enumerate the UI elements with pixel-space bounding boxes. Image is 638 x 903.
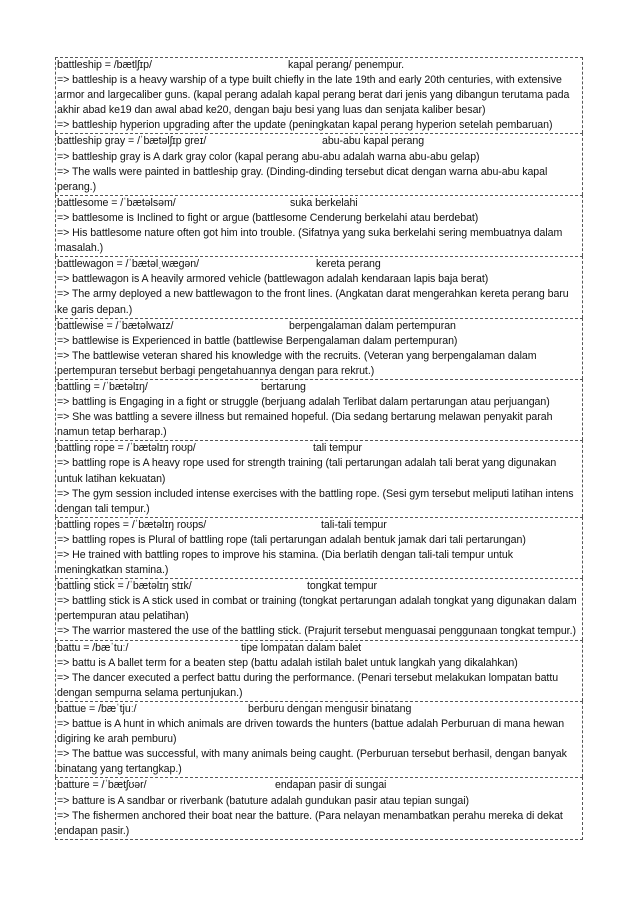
entry-definition: => battleship gray is A dark gray color (kapal perang abu-abu adalah warna abu-abu gelap) xyxy=(57,150,480,163)
entry-definition: => battleship is a heavy warship of a type built chiefly in the late 19th and early 20th centuries, with extensive armor and largecaliber guns. (kapal perang adalah kapal perang berat dari jenis yang dibangun terutama pada akhir abad ke19 dan awal abad ke20, dengan baju besi yang luas dan senjata kaliber besar) xyxy=(57,74,570,117)
entry-battleship xyxy=(55,57,583,133)
entry-example: => The fishermen anchored their boat near the batture. (Para nelayan menambatkan perahu mereka di dekat endapan pasir.) xyxy=(57,809,563,837)
entry-term: battleship gray = /ˈbætəlʃɪp greɪ/ xyxy=(57,135,207,148)
entry-term: batture = /ˈbætʃʊər/ xyxy=(57,779,147,792)
entry-battlewagon xyxy=(55,256,583,317)
entry-example: => She was battling a severe illness but remained hopeful. (Dia sedang bertarung melawan penyakit parah namun tetap berharap.) xyxy=(57,411,553,439)
entry-translation: abu-abu kapal perang xyxy=(322,135,425,148)
entry-definition: => battlesome is Inclined to fight or argue (battlesome Cenderung berkelahi atau berdebat) xyxy=(57,211,479,224)
entry-term: battleship = /bætlʃɪp/ xyxy=(57,59,152,71)
entry-example: => His battlesome nature often got him into trouble. (Sifatnya yang suka berkelahi sering membuatnya dalam masalah.) xyxy=(57,227,563,255)
entry-term: battling ropes = /ˈbætəlɪŋ roʊps/ xyxy=(57,518,207,531)
entry-header xyxy=(57,257,581,272)
entry-header xyxy=(57,380,581,395)
entry-battling-rope xyxy=(55,440,583,516)
entry-header xyxy=(57,702,581,717)
entry-definition: => battlewise is Experienced in battle (battlewise Berpengalaman dalam pertempuran) xyxy=(57,334,458,347)
entry-translation: tongkat tempur xyxy=(307,580,377,593)
entry-definition: => battue is A hunt in which animals are driven towards the hunters (battue adalah Perburuan di mana hewan digiring ke arah pemburu) xyxy=(57,718,565,746)
entry-header xyxy=(57,579,581,594)
entry-term: battlesome = /ˈbætəlsəm/ xyxy=(57,196,176,209)
entry-term: battling stick = /ˈbætəlɪŋ stɪk/ xyxy=(57,580,192,593)
entry-example: => The battlewise veteran shared his knowledge with the recruits. (Veteran yang berpengalaman dalam pertempuran tersebut berbagi pengetahuannya dengan para rekrut.) xyxy=(57,349,537,377)
entry-definition: => battling stick is A stick used in combat or training (tongkat pertarungan adalah tongkat yang digunakan dalam pertempuran atau pelatihan) xyxy=(57,595,577,623)
entry-translation: tali-tali tempur xyxy=(321,518,387,531)
entry-example: => He trained with battling ropes to improve his stamina. (Dia berlatih dengan tali-tali tempur untuk meningkatkan stamina.) xyxy=(57,549,514,577)
entry-definition: => batture is A sandbar or riverbank (batuture adalah gundukan pasir atau tepian sungai) xyxy=(57,794,469,807)
entry-definition: => battling rope is A heavy rope used for strength training (tali pertarungan adalah tali berat yang digunakan untuk latihan kekuatan) xyxy=(57,457,557,485)
entry-translation: bertarung xyxy=(261,380,306,393)
entry-header xyxy=(57,518,581,533)
entry-example: => The walls were painted in battleship gray. (Dinding-dinding tersebut dicat dengan warna abu-abu kapal perang.) xyxy=(57,165,548,193)
entry-translation: tipe lompatan dalam balet xyxy=(241,641,362,654)
entry-battue xyxy=(55,701,583,777)
entry-translation: tali tempur xyxy=(313,442,362,455)
entry-definition: => battlewagon is A heavily armored vehicle (battlewagon adalah kendaraan lapis baja berat) xyxy=(57,273,489,286)
entry-example: => battleship hyperion upgrading after the update (peningkatan kapal perang hyperion setelah pembaruan) xyxy=(57,119,553,132)
entry-header xyxy=(57,58,581,73)
entry-battlewise xyxy=(55,318,583,379)
entry-definition: => battling ropes is Plural of battling rope (tali pertarungan adalah bentuk jamak dari tali pertarungan) xyxy=(57,533,526,546)
entry-battleship-gray xyxy=(55,133,583,194)
entry-definition: => battling is Engaging in a fight or struggle (berjuang adalah Terlibat dalam pertarungan atau perjuangan) xyxy=(57,396,550,409)
entry-definition: => battu is A ballet term for a beaten step (battu adalah istilah balet untuk langkah yang dikalahkan) xyxy=(57,656,518,669)
entry-battu xyxy=(55,640,583,701)
entry-translation: berpengalaman dalam pertempuran xyxy=(289,319,456,332)
entry-example: => The gym session included intense exercises with the battling rope. (Sesi gym tersebut meliputi latihan intens dengan tali tempur.) xyxy=(57,487,574,515)
entry-term: battue = /bæˈtjuː/ xyxy=(57,702,137,715)
entry-header xyxy=(57,134,581,149)
entry-translation: kereta perang xyxy=(316,258,381,271)
dictionary-page xyxy=(55,57,583,840)
entry-battling xyxy=(55,379,583,440)
entry-battling-ropes xyxy=(55,517,583,578)
entry-header xyxy=(57,641,581,656)
entry-term: battlewagon = /ˈbætəlˌwægən/ xyxy=(57,258,199,271)
entry-header xyxy=(57,319,581,334)
entry-translation: berburu dengan mengusir binatang xyxy=(248,702,412,715)
entry-header xyxy=(57,778,581,793)
entry-term: battling rope = /ˈbætəlɪŋ roʊp/ xyxy=(57,442,196,455)
entry-example: => The warrior mastered the use of the battling stick. (Prajurit tersebut menguasai penggunaan tongkat tempur.) xyxy=(57,625,576,638)
entry-term: battu = /bæˈtuː/ xyxy=(57,641,129,654)
entry-translation: kapal perang/ penempur. xyxy=(288,59,405,71)
entry-example: => The dancer executed a perfect battu during the performance. (Penari tersebut melakukan lompatan battu dengan sempurna selama pertunjukan.) xyxy=(57,671,559,699)
entry-battlesome xyxy=(55,195,583,256)
entry-battling-stick xyxy=(55,578,583,639)
entry-batture xyxy=(55,777,583,839)
entry-translation: endapan pasir di sungai xyxy=(275,779,387,792)
entry-term: battlewise = /ˈbætəlwaɪz/ xyxy=(57,319,174,332)
entry-header xyxy=(57,441,581,456)
entry-translation: suka berkelahi xyxy=(290,196,358,209)
entry-term: battling = /ˈbætəlɪŋ/ xyxy=(57,380,148,393)
entry-example: => The army deployed a new battlewagon to the front lines. (Angkatan darat mengerahkan kereta perang baru ke garis depan.) xyxy=(57,288,569,316)
entry-header xyxy=(57,196,581,211)
entry-example: => The battue was successful, with many animals being caught. (Perburuan tersebut berhasil, dengan banyak binatang yang tertangkap.) xyxy=(57,748,567,776)
